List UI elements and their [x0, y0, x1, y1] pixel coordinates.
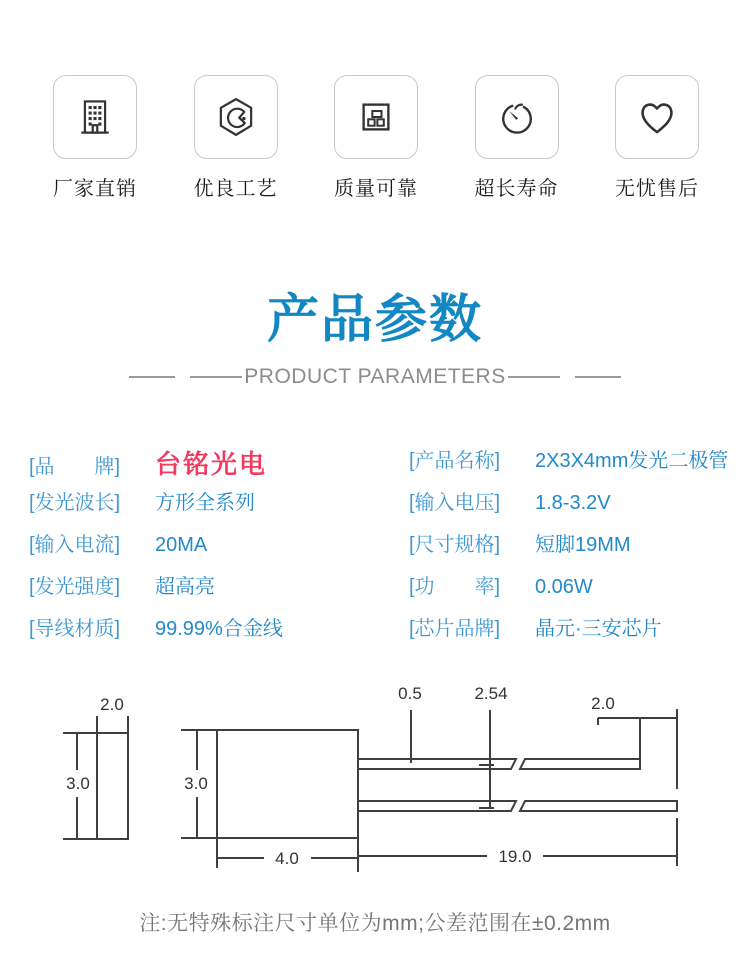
badge-label: 优良工艺: [193, 178, 278, 200]
badge-worry-free-service: [614, 75, 700, 201]
param-value: 1.8-3.2V: [535, 491, 611, 514]
badge-fine-craftsmanship: [193, 75, 279, 201]
badge-label: 无忧售后: [615, 178, 699, 200]
param-row-brand: [29, 444, 380, 486]
param-row-wire-material: [29, 612, 380, 654]
tolerance-note: 注:无特殊标注尺寸单位为mm;公差范围在±0.2mm: [139, 911, 611, 935]
badge-label: 超长寿命: [474, 178, 559, 200]
dim-lead-length: [358, 847, 677, 866]
dim-lead-pitch: [474, 684, 507, 808]
param-row-size-spec: [409, 528, 750, 570]
badge-box: [615, 75, 699, 159]
page-title: 产品参数: [266, 291, 483, 349]
lifespan-icon: [495, 95, 539, 139]
parameters-left-column: [0, 444, 380, 654]
param-row-input-current: [29, 528, 380, 570]
param-value: 方形全系列: [155, 491, 255, 514]
craftsmanship-icon: [214, 95, 258, 139]
badge-box: [194, 75, 278, 159]
badge-long-lifespan: [474, 75, 560, 201]
param-label: [输入电流]: [29, 533, 121, 556]
parameters-section: [0, 444, 750, 654]
decorative-dash: [575, 376, 621, 378]
dim-body-height-label: 3.0: [184, 773, 208, 793]
dimension-drawing: [0, 666, 750, 881]
param-value: 超高亮: [155, 575, 215, 598]
badge-label: 厂家直销: [53, 178, 137, 200]
feature-badges-row: [0, 0, 750, 201]
dim-lead-pitch-label: 2.54: [474, 683, 508, 703]
badge-reliable-quality: [333, 75, 419, 201]
param-label: [品 牌]: [29, 455, 121, 478]
param-label: [发光强度]: [29, 575, 121, 598]
param-label: [输入电压]: [409, 491, 501, 514]
param-value-brand: 台铭光电: [155, 448, 268, 479]
page-subtitle: PRODUCT PARAMETERS: [244, 364, 506, 388]
led-front-view: [181, 730, 358, 872]
param-label: [尺寸规格]: [409, 533, 501, 556]
quality-icon: [354, 95, 398, 139]
param-row-wavelength: [29, 486, 380, 528]
led-leads: [358, 759, 677, 811]
dim-side-width-label: 2.0: [100, 694, 124, 714]
decorative-dash: [508, 376, 560, 378]
decorative-dash: [190, 376, 242, 378]
decorative-dash: [129, 376, 175, 378]
dim-lead-thickness-label: 0.5: [398, 683, 422, 703]
badge-box: [334, 75, 418, 159]
badge-factory-direct: [52, 75, 138, 201]
led-side-view: [63, 695, 128, 839]
param-value: 晶元·三安芯片: [535, 617, 662, 640]
param-label: [芯片品牌]: [409, 617, 501, 640]
param-row-luminous-intensity: [29, 570, 380, 612]
param-row-power: [409, 570, 750, 612]
param-label: [产品名称]: [409, 449, 501, 472]
dim-lead-end-offset: [591, 694, 677, 866]
param-label: [导线材质]: [29, 617, 121, 640]
param-row-chip-brand: [409, 612, 750, 654]
param-value: 2X3X4mm发光二极管: [535, 449, 729, 472]
subtitle-row: [0, 365, 750, 389]
param-row-product-name: [409, 444, 750, 486]
param-label: [功 率]: [409, 575, 501, 598]
badge-label: 质量可靠: [334, 178, 418, 200]
param-row-input-voltage: [409, 486, 750, 528]
param-value: 20MA: [155, 533, 208, 556]
param-label: [发光波长]: [29, 491, 121, 514]
badge-box: [53, 75, 137, 159]
dim-body-width-label: 4.0: [275, 848, 299, 868]
section-title-block: [0, 291, 750, 389]
dim-lead-length-label: 19.0: [498, 846, 532, 866]
dim-side-height-label: 3.0: [66, 773, 90, 793]
param-value: 0.06W: [535, 575, 593, 598]
param-value: 99.99%合金线: [155, 617, 283, 640]
after-sales-icon: [635, 95, 679, 139]
badge-box: [475, 75, 559, 159]
dim-lead-offset-label: 2.0: [591, 693, 615, 713]
parameters-right-column: [380, 444, 750, 654]
dim-lead-thickness: [398, 684, 422, 763]
param-value: 短脚19MM: [535, 533, 631, 556]
factory-icon: [73, 95, 117, 139]
